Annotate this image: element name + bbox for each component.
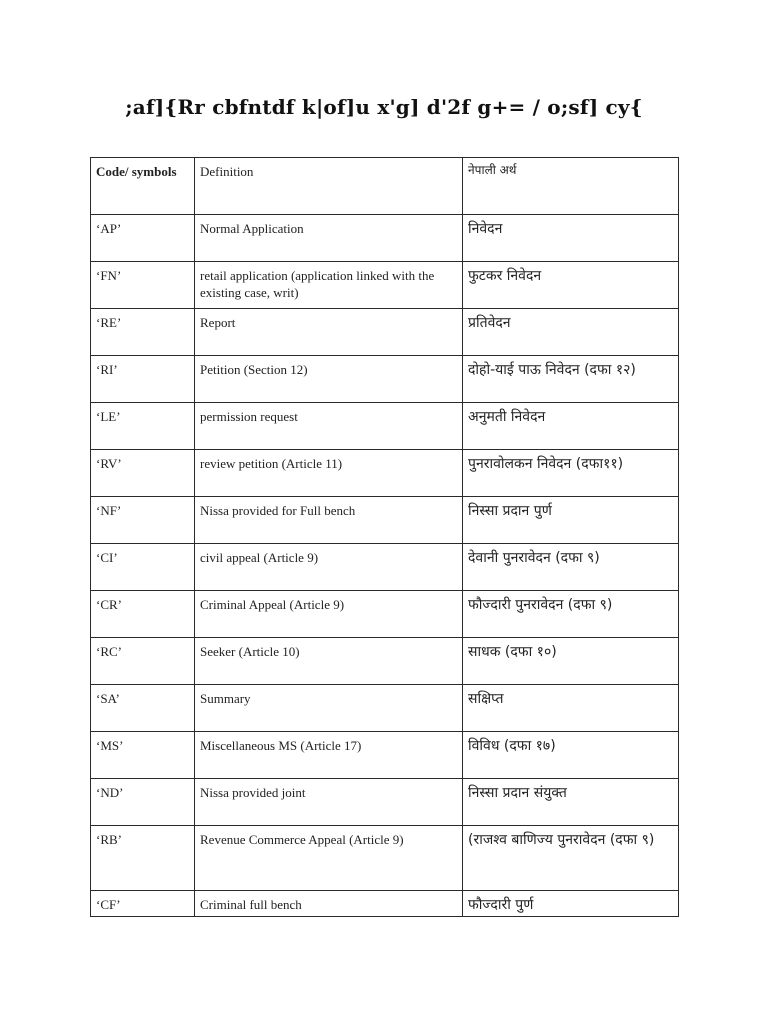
nepali-cell: निस्सा प्रदान संयुक्त [463, 779, 679, 826]
nepali-cell: देवानी पुनरावेदन (दफा ९) [463, 544, 679, 591]
nepali-cell: दोहो-याई पाऊ निवेदन (दफा १२) [463, 356, 679, 403]
definition-cell: Normal Application [195, 215, 463, 262]
code-cell: ‘NF’ [91, 497, 195, 544]
code-cell: ‘ND’ [91, 779, 195, 826]
document-title: ;af]{Rr cbfntdf k|of]u x'g] d'2f g+= / o;sf] cy{ [125, 95, 643, 119]
header-nepali-meaning: नेपाली अर्थ [463, 158, 679, 215]
code-cell: ‘MS’ [91, 732, 195, 779]
table-row [91, 450, 679, 497]
definition-cell: Seeker (Article 10) [195, 638, 463, 685]
definition-cell: Nissa provided for Full bench [195, 497, 463, 544]
nepali-cell: (राजश्व बाणिज्य पुनरावेदन (दफा ९) [463, 826, 679, 891]
definition-cell: review petition (Article 11) [195, 450, 463, 497]
code-definition-table [90, 157, 679, 917]
table-row [91, 685, 679, 732]
header-definition: Definition [195, 158, 463, 215]
code-cell: ‘CI’ [91, 544, 195, 591]
nepali-cell: साधक (दफा १०) [463, 638, 679, 685]
nepali-cell: फौज्दारी पुर्ण [463, 891, 679, 917]
definition-cell: civil appeal (Article 9) [195, 544, 463, 591]
code-cell: ‘RB’ [91, 826, 195, 891]
nepali-cell: प्रतिवेदन [463, 309, 679, 356]
table-row [91, 309, 679, 356]
table-row [91, 891, 679, 917]
code-cell: ‘RI’ [91, 356, 195, 403]
table-row [91, 403, 679, 450]
nepali-cell: सक्षिप्त [463, 685, 679, 732]
definition-cell: Petition (Section 12) [195, 356, 463, 403]
definition-cell: Revenue Commerce Appeal (Article 9) [195, 826, 463, 891]
nepali-cell: पुनरावोलकन निवेदन (दफा११) [463, 450, 679, 497]
nepali-cell: अनुमती निवेदन [463, 403, 679, 450]
code-cell: ‘RE’ [91, 309, 195, 356]
definition-cell: Criminal Appeal (Article 9) [195, 591, 463, 638]
table-row [91, 779, 679, 826]
code-cell: ‘RV’ [91, 450, 195, 497]
code-cell: ‘RC’ [91, 638, 195, 685]
code-cell: ‘CR’ [91, 591, 195, 638]
definition-cell: Report [195, 309, 463, 356]
definition-cell: permission request [195, 403, 463, 450]
code-cell: ‘SA’ [91, 685, 195, 732]
table-row [91, 262, 679, 309]
definition-cell: Miscellaneous MS (Article 17) [195, 732, 463, 779]
nepali-cell: निस्सा प्रदान पुर्ण [463, 497, 679, 544]
definition-cell: retail application (application linked with the existing case, writ) [195, 262, 463, 309]
nepali-cell: विविध (दफा १७) [463, 732, 679, 779]
table-row [91, 638, 679, 685]
code-cell: ‘FN’ [91, 262, 195, 309]
code-cell: ‘AP’ [91, 215, 195, 262]
table-row [91, 356, 679, 403]
code-cell: ‘LE’ [91, 403, 195, 450]
table-row [91, 544, 679, 591]
definition-cell: Criminal full bench [195, 891, 463, 917]
nepali-cell: निवेदन [463, 215, 679, 262]
nepali-cell: फुटकर निवेदन [463, 262, 679, 309]
table-row [91, 591, 679, 638]
definition-cell: Summary [195, 685, 463, 732]
code-cell: ‘CF’ [91, 891, 195, 917]
header-code-symbols: Code/ symbols [91, 158, 195, 215]
table-row [91, 215, 679, 262]
table-row [91, 732, 679, 779]
nepali-cell: फौज्दारी पुनरावेदन (दफा ९) [463, 591, 679, 638]
definition-cell: Nissa provided joint [195, 779, 463, 826]
table-row [91, 826, 679, 891]
table-row [91, 497, 679, 544]
table-header-row [91, 158, 679, 215]
